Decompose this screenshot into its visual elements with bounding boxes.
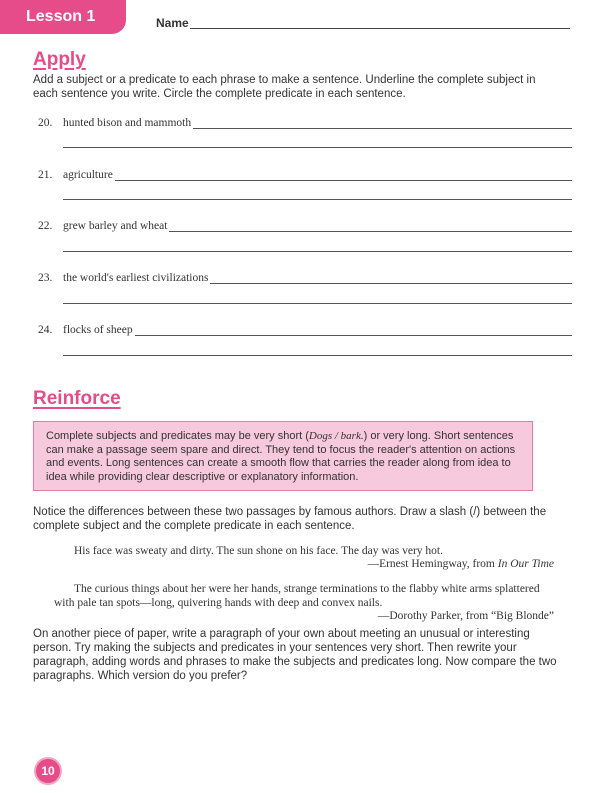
name-label: Name [156,16,189,30]
parker-passage-line2: with pale tan spots—long, quivering hands with deep and convex nails. [54,597,383,609]
hemingway-passage: His face was sweaty and dirty. The sun shone on his face. The day was very hot. [74,545,443,557]
answer-line[interactable] [63,199,572,200]
hemingway-attribution [368,558,554,570]
final-instructions: On another piece of paper, write a paragraph of your own about meeting an unusual or interesting person. Try making the subjects and predicates in your sentences very short. Then rewrite your paragraph, adding words and phrases to make the subjects and predicates long. Now compare the two paragraphs. Which version do you prefer? [33,628,557,682]
attribution-prefix: —Ernest Hemingway, from [367,558,498,570]
answer-line[interactable] [63,355,572,356]
tip-text: Complete subjects and predicates may be very short ( [46,430,309,442]
item-number: 24. [38,324,53,336]
item-phrase: agriculture [63,169,113,181]
item-number: 21. [38,169,53,181]
item-phrase: flocks of sheep [63,324,133,336]
exercise-item-21 [38,169,572,183]
item-number: 22. [38,220,53,232]
answer-line[interactable] [63,180,572,181]
item-number: 20. [38,117,53,129]
page-number: 10 [34,757,62,785]
parker-attribution: —Dorothy Parker, from “Big Blonde” [377,610,554,622]
answer-line[interactable] [63,251,572,252]
exercise-item-24 [38,324,572,338]
book-title: In Our Time [497,558,554,570]
reinforce-heading: Reinforce [33,388,121,409]
parker-passage-line1: The curious things about her were her hands, strange terminations to the flabby white arms splattered [74,583,540,595]
answer-line[interactable] [63,335,572,336]
answer-line[interactable] [63,303,572,304]
item-number: 23. [38,272,53,284]
item-phrase: grew barley and wheat [63,220,168,232]
apply-heading: Apply [33,49,86,70]
item-phrase: hunted bison and mammoth [63,117,192,129]
tip-text: ) or very long. Short sentences can make a passage seem spare and direct. They tend to focus the reader's attention on actions and events. Long sentences can create a smooth flow that carries the reader along from idea to idea while providing clear descriptive or explanatory information. [46,430,516,483]
exercise-item-20 [38,117,572,131]
lesson-tab: Lesson 1 [0,0,126,34]
answer-line[interactable] [63,147,572,148]
name-line[interactable] [190,28,570,29]
exercise-item-23 [38,272,572,286]
item-phrase: the world's earliest civilizations [63,272,209,284]
tip-example: Dogs / bark. [308,430,364,442]
apply-instructions: Add a subject or a predicate to each phrase to make a sentence. Underline the complete subject in each sentence you write. Circle the complete predicate in each sentence. [33,74,536,100]
exercise-item-22 [38,220,572,234]
reinforce-instructions: Notice the differences between these two passages by famous authors. Draw a slash (/) between the complete subject and the complete predicate in each sentence. [33,506,547,532]
tip-box [33,421,533,491]
